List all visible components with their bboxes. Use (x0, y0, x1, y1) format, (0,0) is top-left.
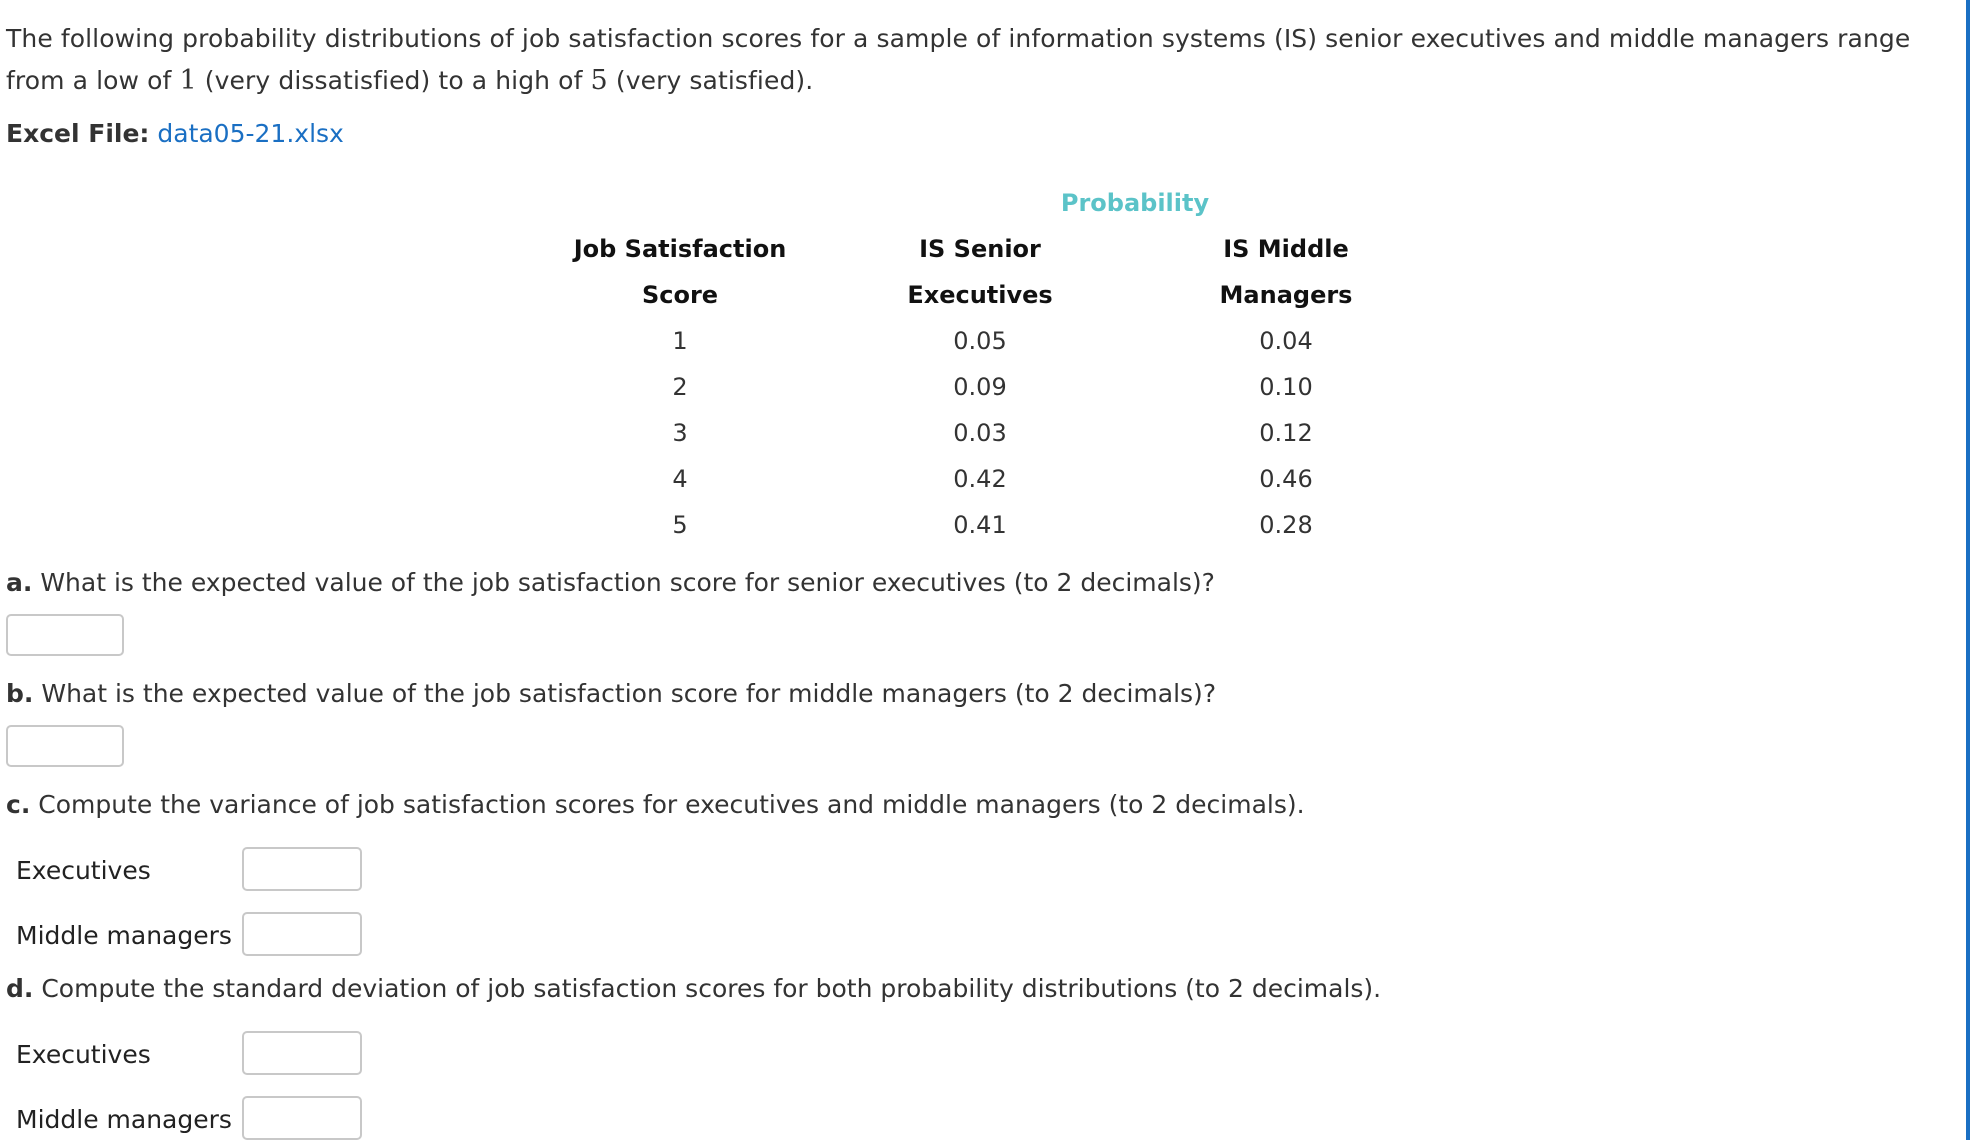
table-cell: 4 (672, 465, 688, 493)
question-b-letter: b. (6, 679, 34, 708)
answer-b-input[interactable] (6, 725, 124, 767)
question-c (6, 785, 1305, 825)
table-cell: 0.28 (1259, 511, 1313, 539)
variance-middle-managers-input[interactable] (242, 912, 362, 956)
answer-a-input[interactable] (6, 614, 124, 656)
question-c-letter: c. (6, 790, 31, 819)
question-d-text: Compute the standard deviation of job satisfaction scores for both probability distributions (to 2 decimals). (33, 974, 1382, 1003)
intro-text-3: (very satisfied). (607, 66, 814, 95)
table-cell: 0.12 (1259, 419, 1313, 447)
question-b-text: What is the expected value of the job satisfaction score for middle managers (to 2 decimals)? (33, 679, 1217, 708)
stddev-middle-managers-input[interactable] (242, 1096, 362, 1140)
table-cell: 0.05 (953, 327, 1007, 355)
mid-header-line2: Managers (1219, 281, 1353, 309)
table-cell: 0.41 (953, 511, 1007, 539)
table-cell: 0.04 (1259, 327, 1313, 355)
table-cell: 2 (672, 373, 688, 401)
probability-group-header: Probability (1060, 189, 1210, 217)
excel-file-link[interactable]: data05-21.xlsx (157, 119, 344, 148)
intro-low-value: 1 (179, 65, 197, 96)
question-d-letter: d. (6, 974, 34, 1003)
question-a-letter: a. (6, 568, 33, 597)
score-header-line2: Score (641, 281, 719, 309)
intro-text-2: (very dissatisfied) to a high of (196, 66, 591, 95)
question-d (6, 969, 1381, 1009)
right-accent-bar (1966, 0, 1970, 1140)
exec-header-line1: IS Senior (919, 235, 1041, 263)
table-cell: 0.42 (953, 465, 1007, 493)
table-cell: 0.10 (1259, 373, 1313, 401)
exec-header-line2: Executives (907, 281, 1053, 309)
question-c-text: Compute the variance of job satisfaction scores for executives and middle managers (to 2 decimals). (30, 790, 1305, 819)
table-cell: 0.09 (953, 373, 1007, 401)
intro-text-1: The following probability distributions of job satisfaction scores for a sample of information systems (IS) senior executives and middle managers range from a low of (6, 24, 1911, 95)
table-cell: 3 (672, 419, 688, 447)
score-header-line1: Job Satisfaction (573, 235, 787, 263)
intro-high-value: 5 (590, 65, 608, 96)
stddev-executives-label: Executives (16, 1040, 151, 1069)
table-cell: 1 (672, 327, 688, 355)
intro-paragraph (6, 18, 1936, 102)
mid-header-line1: IS Middle (1223, 235, 1349, 263)
executives-column (860, 226, 1100, 548)
variance-executives-label: Executives (16, 856, 151, 885)
table-cell: 0.03 (953, 419, 1007, 447)
variance-executives-input[interactable] (242, 847, 362, 891)
question-b (6, 674, 1216, 714)
table-cell: 0.46 (1259, 465, 1313, 493)
excel-file-line (6, 116, 344, 152)
question-a (6, 563, 1215, 603)
table-cell: 5 (672, 511, 688, 539)
stddev-middle-managers-label: Middle managers (16, 1105, 232, 1134)
middle-managers-column (1166, 226, 1406, 548)
score-column (530, 226, 830, 548)
question-a-text: What is the expected value of the job satisfaction score for senior executives (to 2 decimals)? (32, 568, 1215, 597)
excel-file-label: Excel File: (6, 119, 150, 148)
stddev-executives-input[interactable] (242, 1031, 362, 1075)
variance-middle-managers-label: Middle managers (16, 921, 232, 950)
